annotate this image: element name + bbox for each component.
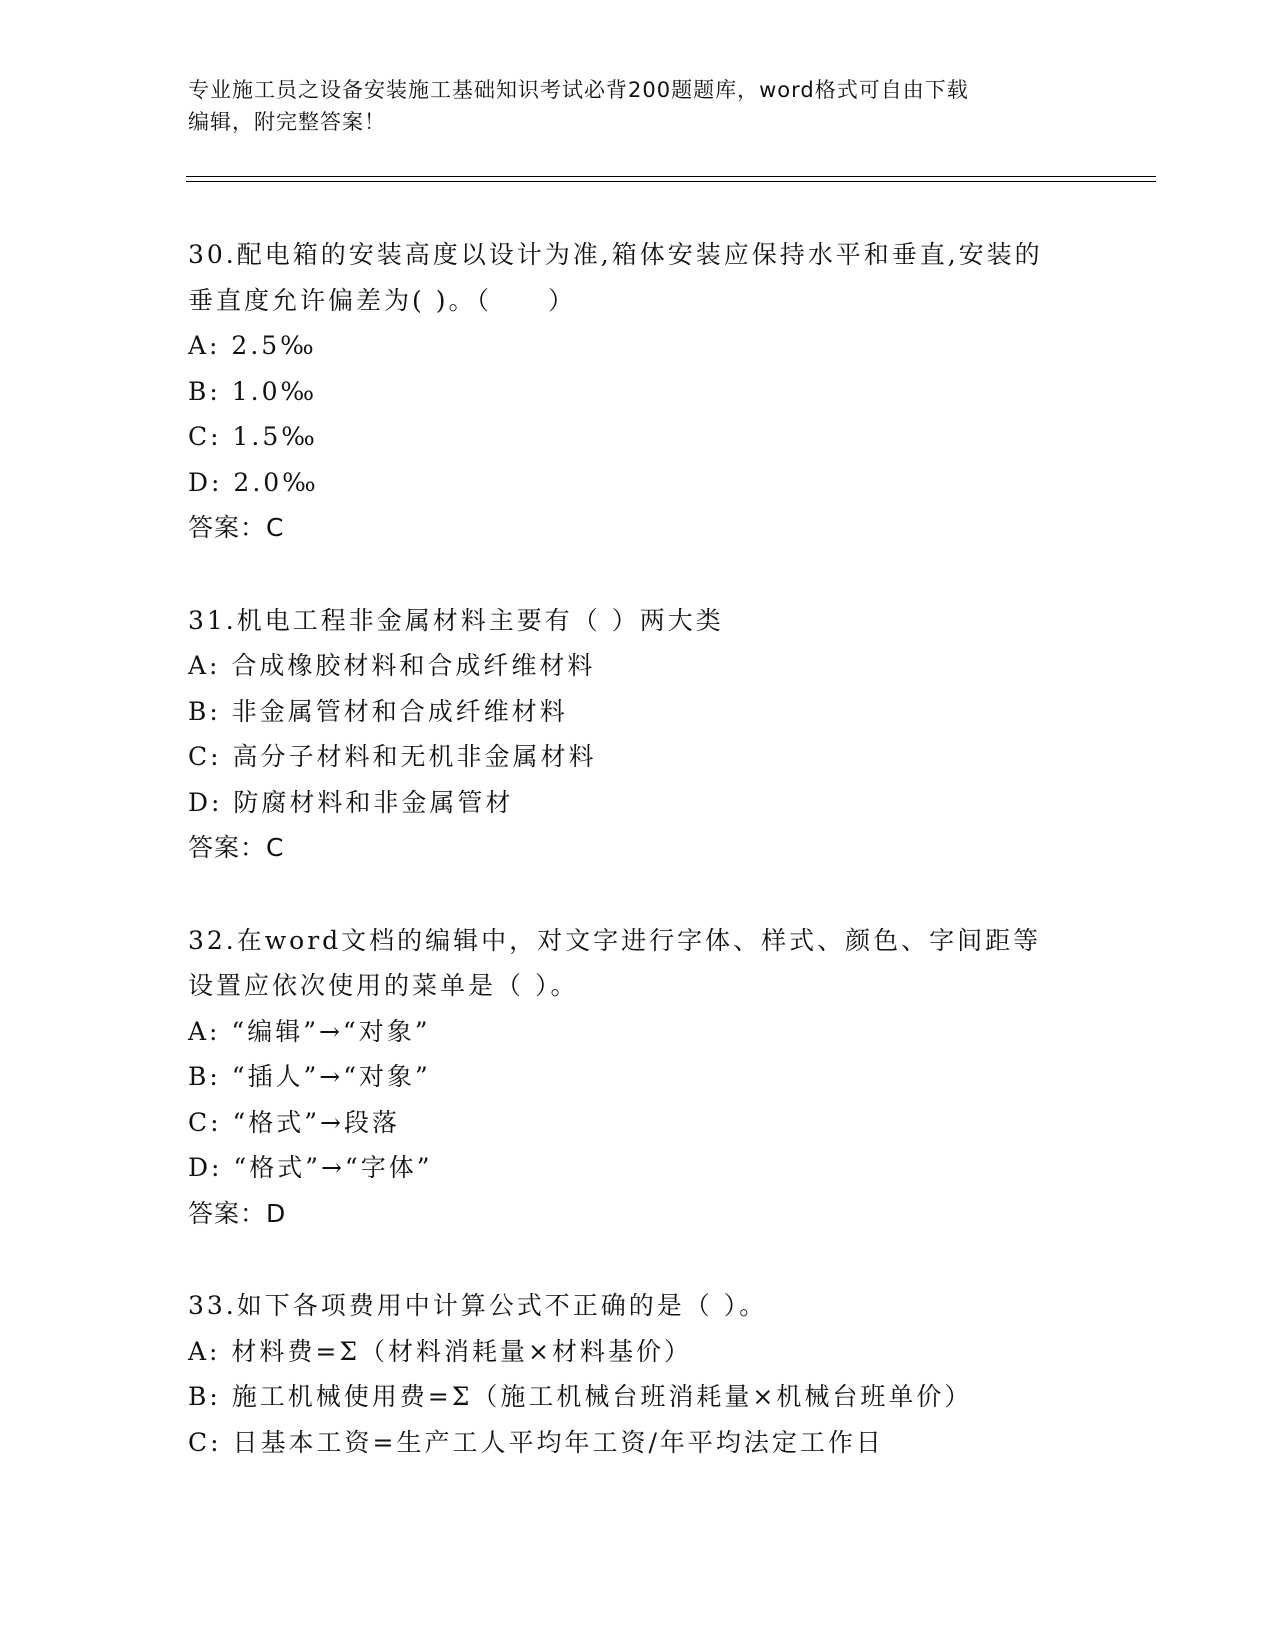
answer-label: 答案：C — [188, 513, 285, 542]
option-c: C: 1.5‰ — [188, 422, 318, 451]
question-30 — [188, 232, 1088, 551]
option-d: D: “格式”→“字体” — [188, 1153, 433, 1182]
header-title-line-2: 编辑，附完整答案！ — [188, 110, 386, 134]
question-stem-continued: 设置应依次使用的菜单是（ ）。 — [188, 971, 579, 1000]
option-c: C: “格式”→段落 — [188, 1107, 401, 1137]
question-31 — [188, 598, 1088, 871]
option-a: A: “编辑”→“对象” — [188, 1016, 431, 1046]
option-a: A: 合成橡胶材料和合成纤维材料 — [188, 651, 596, 680]
header-title-line-1: 专业施工员之设备安装施工基础知识考试必背200题题库，word格式可自由下载 — [188, 78, 969, 102]
option-a: A: 材料费=Σ（材料消耗量×材料基价） — [188, 1336, 692, 1366]
question-33 — [188, 1283, 1088, 1465]
option-b: B: 施工机械使用费=Σ（施工机械台班消耗量×机械台班单价） — [188, 1382, 973, 1411]
question-list — [188, 232, 1088, 1512]
header-divider-top — [186, 176, 1156, 177]
option-d: D: 防腐材料和非金属管材 — [188, 787, 514, 817]
question-stem: 33.如下各项费用中计算公式不正确的是（ ）。 — [188, 1291, 768, 1320]
document-header — [188, 74, 1078, 138]
option-c: C: 日基本工资=生产工人平均年工资/年平均法定工作日 — [188, 1427, 884, 1457]
option-a: A: 2.5‰ — [188, 331, 317, 360]
option-b: B: “插人”→“对象” — [188, 1062, 431, 1091]
option-d: D: 2.0‰ — [188, 467, 319, 497]
answer-label: 答案：C — [188, 833, 285, 862]
question-stem-continued: 垂直度允许偏差为( )。（ ） — [188, 285, 576, 315]
answer-label: 答案：D — [188, 1198, 287, 1228]
question-stem: 32.在word文档的编辑中，对文字进行字体、样式、颜色、字间距等 — [188, 925, 1042, 955]
header-divider-bottom — [186, 181, 1156, 182]
question-stem: 30.配电箱的安装高度以设计为准,箱体安装应保持水平和垂直,安装的 — [188, 240, 1043, 269]
question-stem: 31.机电工程非金属材料主要有（ ）两大类 — [188, 605, 724, 635]
option-b: B: 1.0‰ — [188, 376, 318, 406]
option-c: C: 高分子材料和无机非金属材料 — [188, 742, 597, 771]
option-b: B: 非金属管材和合成纤维材料 — [188, 696, 568, 726]
question-32 — [188, 918, 1088, 1237]
